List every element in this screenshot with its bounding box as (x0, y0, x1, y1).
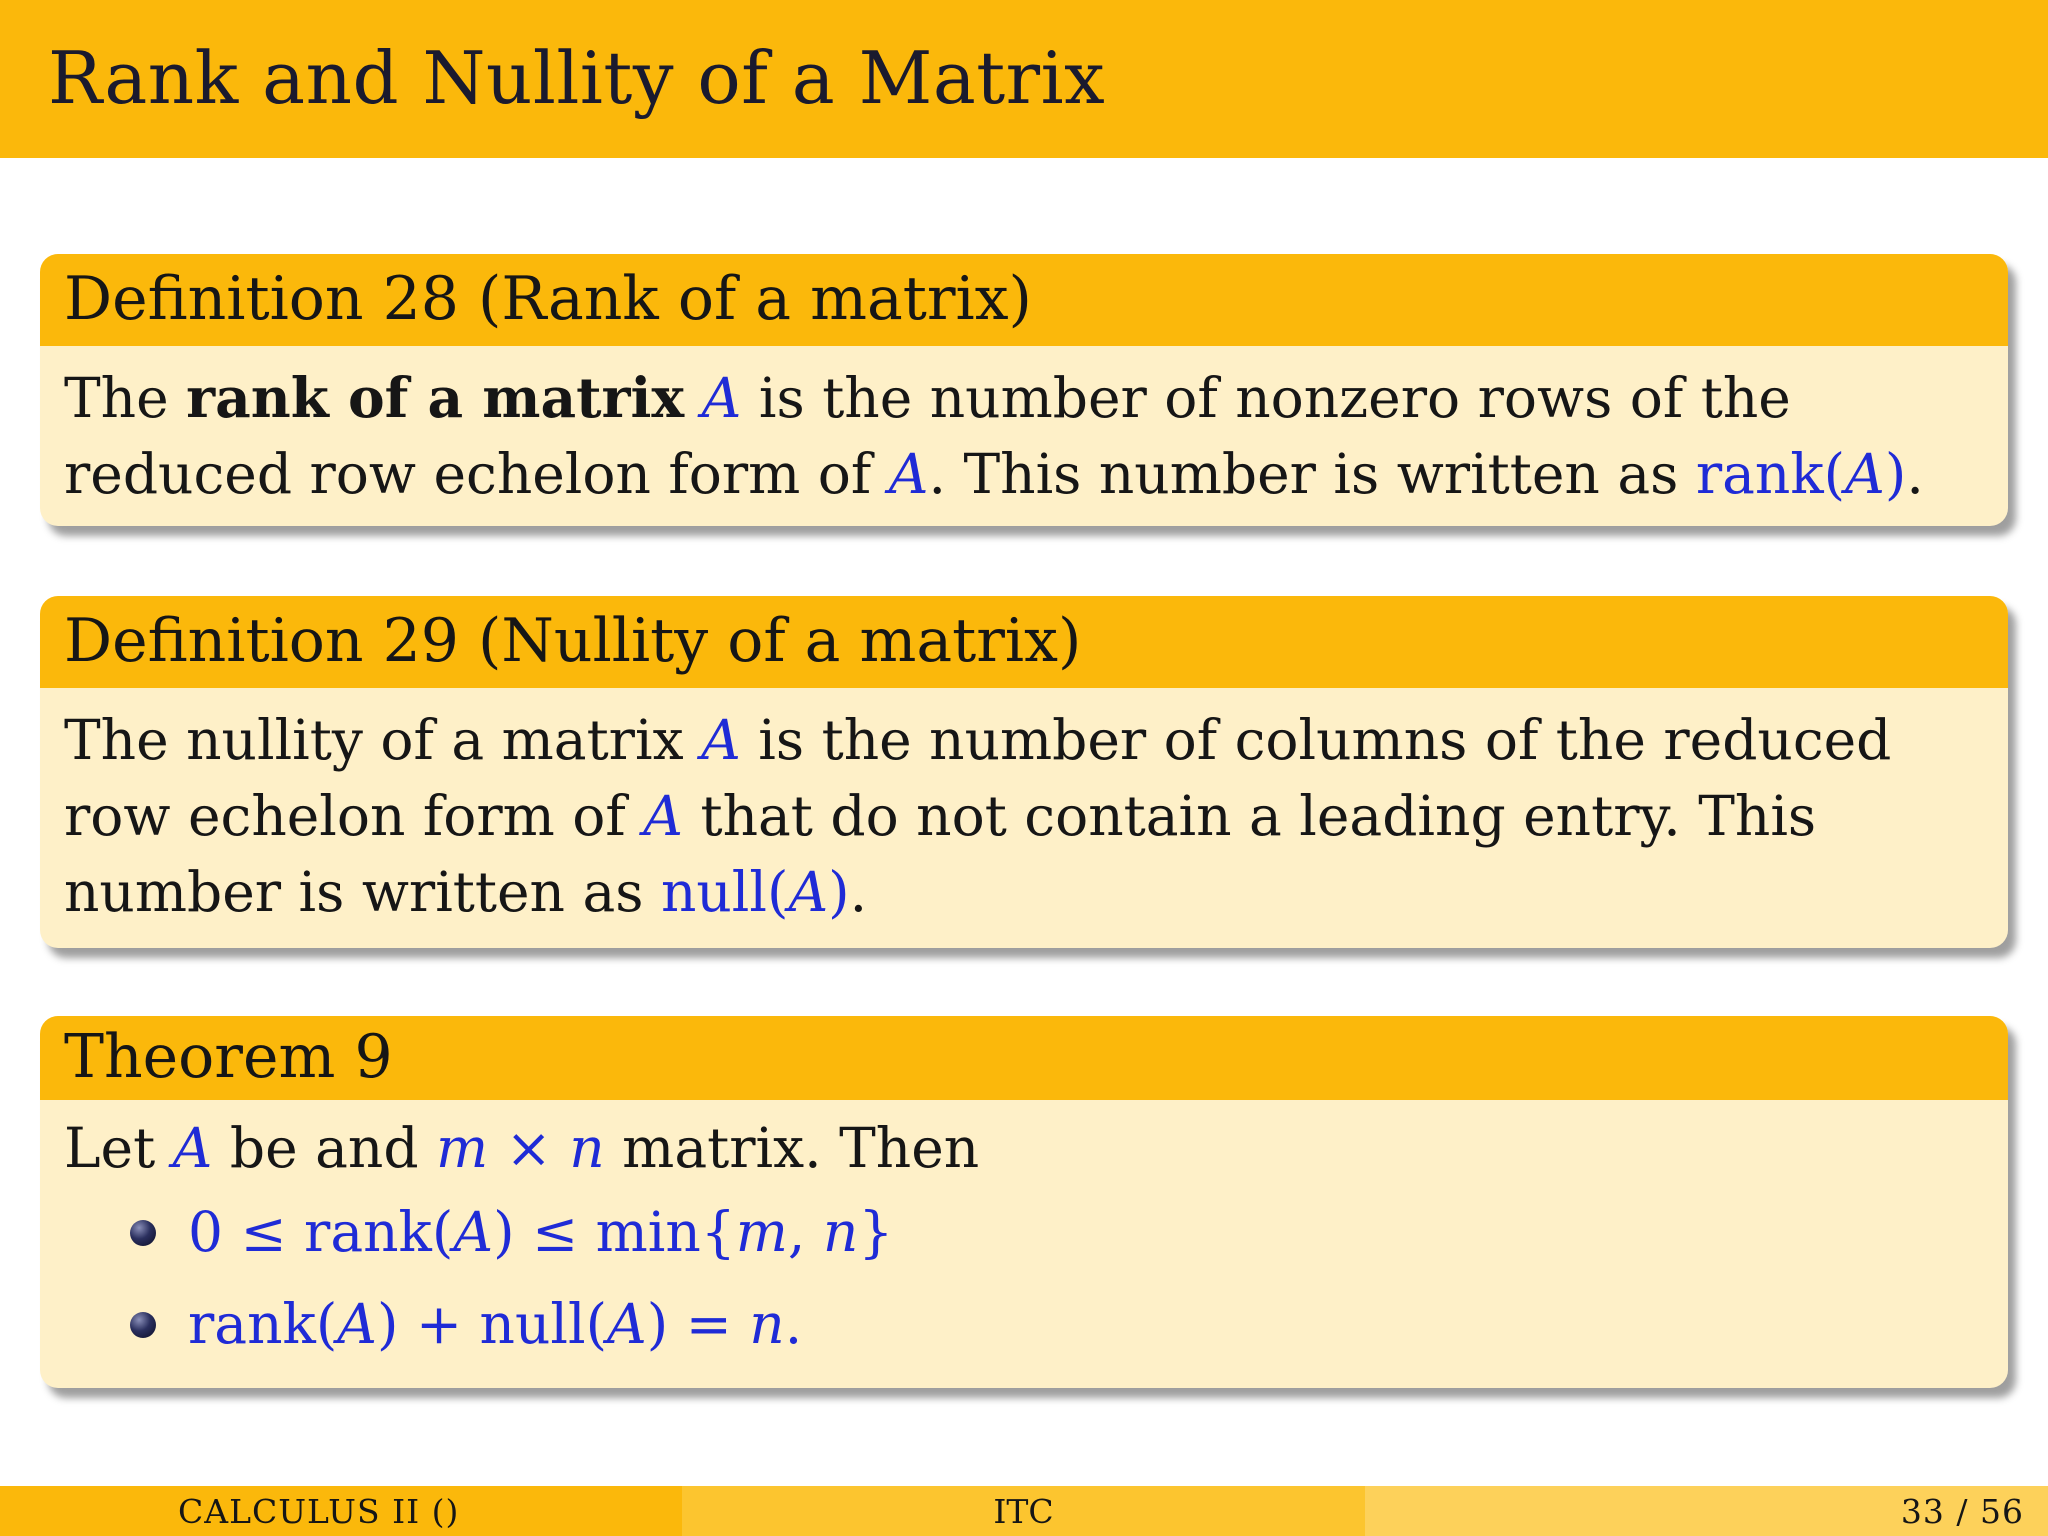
definition-29-title: Definition 29 (Nullity of a matrix) (64, 606, 1082, 676)
footer-institute: ITC (993, 1491, 1054, 1531)
text: matrix. Then (604, 1116, 980, 1180)
math-text: ) = (646, 1292, 750, 1356)
definition-29-header (40, 596, 2008, 688)
math-A: A (337, 1292, 378, 1356)
definition-29-body (40, 688, 2008, 948)
theorem-9-header (40, 1016, 2008, 1100)
definition-28-title: Definition 28 (Rank of a matrix) (64, 264, 1032, 334)
text: is the number of columns of the reduced row echelon form of (64, 708, 1892, 848)
theorem-9-body (40, 1100, 2008, 1388)
theorem-9-list (64, 1186, 1984, 1370)
definition-29-block (40, 596, 2008, 948)
text: The nullity of a matrix (64, 708, 702, 772)
footer-page-segment (1365, 1486, 2048, 1536)
theorem-9-statement (64, 1110, 1984, 1186)
math-A: A (453, 1200, 494, 1264)
math-text: ) + null( (377, 1292, 608, 1356)
math-A: A (788, 860, 829, 924)
list-item (64, 1186, 1984, 1278)
text: is the number of nonzero rows of the reduced row echelon form of (64, 366, 1791, 506)
list-item (64, 1278, 1984, 1370)
footer-course-segment (0, 1486, 682, 1536)
footer-institute-segment (682, 1486, 1365, 1536)
slide-title: Rank and Nullity of a Matrix (48, 36, 1106, 120)
footer-bar (0, 1486, 2048, 1536)
text: that do not contain a leading entry. This number is written as (64, 784, 1817, 924)
footer-page-number: 33 / 56 (1900, 1491, 2024, 1531)
math-A: A (1845, 442, 1885, 506)
text: be and (212, 1116, 437, 1180)
text: . (849, 860, 868, 924)
bullet-icon (130, 1220, 156, 1246)
math-A: A (607, 1292, 647, 1356)
math-text: 0 ≤ rank( (188, 1200, 454, 1264)
definition-28-body (40, 346, 2008, 526)
math-null-open: null( (660, 860, 789, 924)
footer-course: CALCULUS II () (178, 1491, 460, 1531)
math-n: n (749, 1292, 785, 1356)
text (684, 366, 701, 430)
math-m: m (436, 1116, 489, 1180)
text: Let (64, 1116, 173, 1180)
bullet-icon (130, 1312, 156, 1338)
math-null-close: ) (828, 860, 850, 924)
math-text: ) ≤ min{ (493, 1200, 736, 1264)
theorem-9-block (40, 1016, 2008, 1388)
math-text: . (784, 1292, 803, 1356)
definition-28-header (40, 254, 2008, 346)
math-A: A (888, 442, 929, 506)
text: The (64, 366, 187, 430)
definition-28-block (40, 254, 2008, 526)
math-n: n (569, 1116, 605, 1180)
math-n: n (822, 1200, 859, 1264)
math-A: A (172, 1116, 213, 1180)
math-A: A (643, 784, 683, 848)
text: . (1906, 442, 1924, 506)
math-A: A (701, 366, 742, 430)
math-text: } (858, 1200, 894, 1264)
math-text: rank( (188, 1292, 338, 1356)
theorem-9-title: Theorem 9 (64, 1022, 393, 1092)
math-times: × (488, 1116, 570, 1180)
math-m: m (735, 1200, 788, 1264)
text: . This number is written as (928, 442, 1696, 506)
math-rank-close: ) (1884, 442, 1907, 506)
frame-title-bar (0, 0, 2048, 158)
math-A: A (701, 708, 741, 772)
math-text: , (787, 1200, 823, 1264)
bold-term: rank of a matrix (186, 365, 685, 430)
math-rank-open: rank( (1695, 442, 1846, 506)
